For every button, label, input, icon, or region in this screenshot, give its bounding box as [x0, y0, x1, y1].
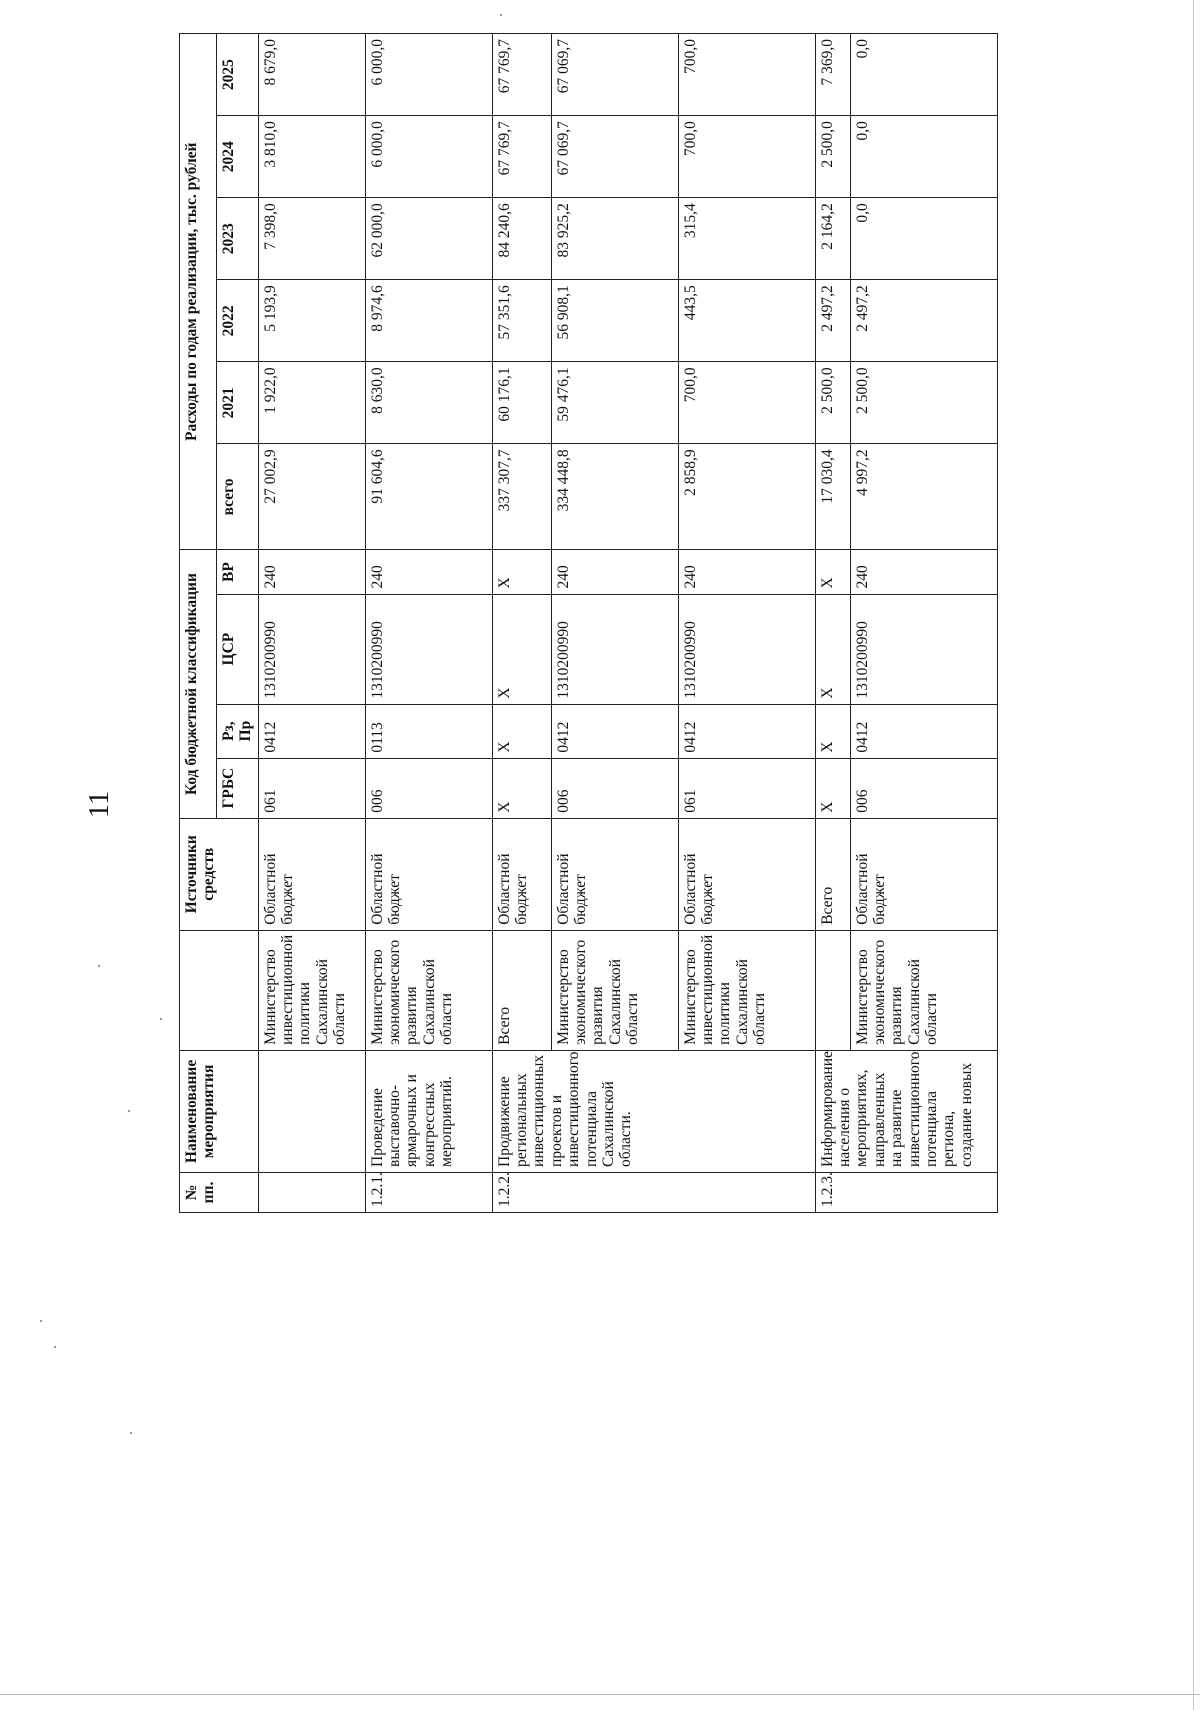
cell-2022: 56 908,1 — [551, 280, 678, 362]
cell-2023: 7 398,0 — [258, 198, 365, 280]
cell-2021: 2 500,0 — [850, 362, 997, 444]
table-row — [678, 34, 815, 1213]
cell-2022: 5 193,9 — [258, 280, 365, 362]
cell-2024: 700,0 — [678, 116, 815, 198]
cell-2021: 1 922,0 — [258, 362, 365, 444]
cell-grbs: 061 — [258, 758, 365, 818]
header-2023: 2023 — [217, 198, 259, 280]
cell-source: Областной бюджет — [551, 818, 678, 930]
table-row — [258, 34, 365, 1213]
cell-vr: 240 — [365, 550, 492, 594]
cell-total: 17 030,4 — [815, 444, 850, 550]
cell-rzpr: 0412 — [850, 704, 997, 758]
cell-vr: Х — [492, 550, 551, 594]
cell-2024: 0,0 — [850, 116, 997, 198]
cell-executor: Министерство экономического развития Сахалинской области — [365, 930, 492, 1050]
cell-2025: 7 369,0 — [815, 34, 850, 116]
cell-total: 337 307,7 — [492, 444, 551, 550]
cell-rzpr: Х — [492, 704, 551, 758]
cell-2024: 2 500,0 — [815, 116, 850, 198]
cell-grbs: Х — [815, 758, 850, 818]
cell-num: 1.2.3. — [815, 1172, 997, 1212]
cell-executor: Министерство экономического развития Сахалинской области — [850, 930, 997, 1050]
rotated-page-content — [179, 33, 1064, 1213]
cell-2023: 62 000,0 — [365, 198, 492, 280]
scan-edge-line — [1193, 0, 1194, 1710]
cell-source: Всего — [815, 818, 850, 930]
cell-name: Проведение выставочно- ярмарочных и конгрессных мероприятий. — [365, 1050, 492, 1172]
cell-csr: 1310200990 — [678, 594, 815, 704]
table-row — [815, 34, 850, 1213]
header-2021: 2021 — [217, 362, 259, 444]
header-sources: Источники средств — [180, 818, 259, 930]
cell-2023: 83 925,2 — [551, 198, 678, 280]
cell-2021: 60 176,1 — [492, 362, 551, 444]
header-row-1 — [180, 34, 217, 1213]
header-csr: ЦСР — [217, 594, 259, 704]
cell-total: 4 997,2 — [850, 444, 997, 550]
header-vr: ВР — [217, 550, 259, 594]
cell-source: Областной бюджет — [678, 818, 815, 930]
cell-rzpr: 0113 — [365, 704, 492, 758]
cell-2024: 6 000,0 — [365, 116, 492, 198]
cell-source: Областной бюджет — [492, 818, 551, 930]
cell-source: Областной бюджет — [850, 818, 997, 930]
cell-2025: 700,0 — [678, 34, 815, 116]
budget-table — [179, 33, 998, 1213]
cell-csr: 1310200990 — [551, 594, 678, 704]
cell-executor: Всего — [492, 930, 551, 1050]
cell-csr: 1310200990 — [850, 594, 997, 704]
header-executor — [180, 930, 259, 1050]
cell-total: 334 448,8 — [551, 444, 678, 550]
cell-vr: Х — [815, 550, 850, 594]
table-row — [492, 34, 551, 1213]
cell-csr: Х — [492, 594, 551, 704]
cell-2021: 700,0 — [678, 362, 815, 444]
cell-2025: 67 769,7 — [492, 34, 551, 116]
cell-rzpr: 0412 — [678, 704, 815, 758]
cell-grbs: Х — [492, 758, 551, 818]
cell-2021: 59 476,1 — [551, 362, 678, 444]
header-grbs: ГРБС — [217, 758, 259, 818]
cell-grbs: 006 — [365, 758, 492, 818]
cell-grbs: 006 — [551, 758, 678, 818]
header-total: всего — [217, 444, 259, 550]
table-row — [365, 34, 492, 1213]
header-2024: 2024 — [217, 116, 259, 198]
cell-vr: 240 — [850, 550, 997, 594]
cell-name — [258, 1050, 365, 1172]
cell-num — [258, 1172, 365, 1212]
header-expenses: Расходы по годам реализации, тыс. рублей — [180, 34, 217, 551]
cell-grbs: 006 — [850, 758, 997, 818]
header-rzpr: Рз, Пр — [217, 704, 259, 758]
cell-executor: Министерство инвестиционной политики Сахалинской области — [678, 930, 815, 1050]
cell-executor: Министерство экономического развития Сахалинской области — [551, 930, 678, 1050]
cell-2023: 315,4 — [678, 198, 815, 280]
cell-2023: 0,0 — [850, 198, 997, 280]
cell-csr: Х — [815, 594, 850, 704]
cell-source: Областной бюджет — [258, 818, 365, 930]
header-budget-code: Код бюджетной классификации — [180, 550, 217, 818]
cell-2021: 8 630,0 — [365, 362, 492, 444]
cell-2021: 2 500,0 — [815, 362, 850, 444]
cell-executor — [815, 930, 850, 1050]
table-row — [551, 34, 678, 1213]
cell-vr: 240 — [678, 550, 815, 594]
cell-total: 91 604,6 — [365, 444, 492, 550]
cell-2025: 6 000,0 — [365, 34, 492, 116]
header-2022: 2022 — [217, 280, 259, 362]
page-number: 11 — [84, 791, 115, 818]
header-2025: 2025 — [217, 34, 259, 116]
header-num: № пп. — [180, 1172, 259, 1212]
cell-rzpr: Х — [815, 704, 850, 758]
table-row — [850, 34, 997, 1213]
cell-csr: 1310200990 — [258, 594, 365, 704]
cell-rzpr: 0412 — [551, 704, 678, 758]
cell-total: 27 002,9 — [258, 444, 365, 550]
cell-2022: 443,5 — [678, 280, 815, 362]
cell-2022: 57 351,6 — [492, 280, 551, 362]
cell-2025: 0,0 — [850, 34, 997, 116]
cell-2024: 67 769,7 — [492, 116, 551, 198]
cell-name: Продвижение региональных инвестиционных проектов и инвестиционного потенциала Сахалинской области. — [492, 1050, 815, 1172]
cell-num: 1.2.1. — [365, 1172, 492, 1212]
cell-2022: 2 497,2 — [850, 280, 997, 362]
cell-2025: 8 679,0 — [258, 34, 365, 116]
cell-executor: Министерство инвестиционной политики Сахалинской области — [258, 930, 365, 1050]
cell-2024: 3 810,0 — [258, 116, 365, 198]
cell-total: 2 858,9 — [678, 444, 815, 550]
cell-2022: 2 497,2 — [815, 280, 850, 362]
cell-2023: 84 240,6 — [492, 198, 551, 280]
cell-2024: 67 069,7 — [551, 116, 678, 198]
cell-2023: 2 164,2 — [815, 198, 850, 280]
cell-vr: 240 — [551, 550, 678, 594]
cell-grbs: 061 — [678, 758, 815, 818]
cell-name: Информирование населения о мероприятиях, направленных на развитие инвестиционного потенциала региона, создание новых — [815, 1050, 997, 1172]
cell-rzpr: 0412 — [258, 704, 365, 758]
cell-csr: 1310200990 — [365, 594, 492, 704]
header-name: Наименование мероприятия — [180, 1050, 259, 1172]
cell-num: 1.2.2. — [492, 1172, 815, 1212]
cell-2022: 8 974,6 — [365, 280, 492, 362]
cell-2025: 67 069,7 — [551, 34, 678, 116]
cell-vr: 240 — [258, 550, 365, 594]
cell-source: Областной бюджет — [365, 818, 492, 930]
scan-bottom-line — [0, 1694, 1200, 1695]
